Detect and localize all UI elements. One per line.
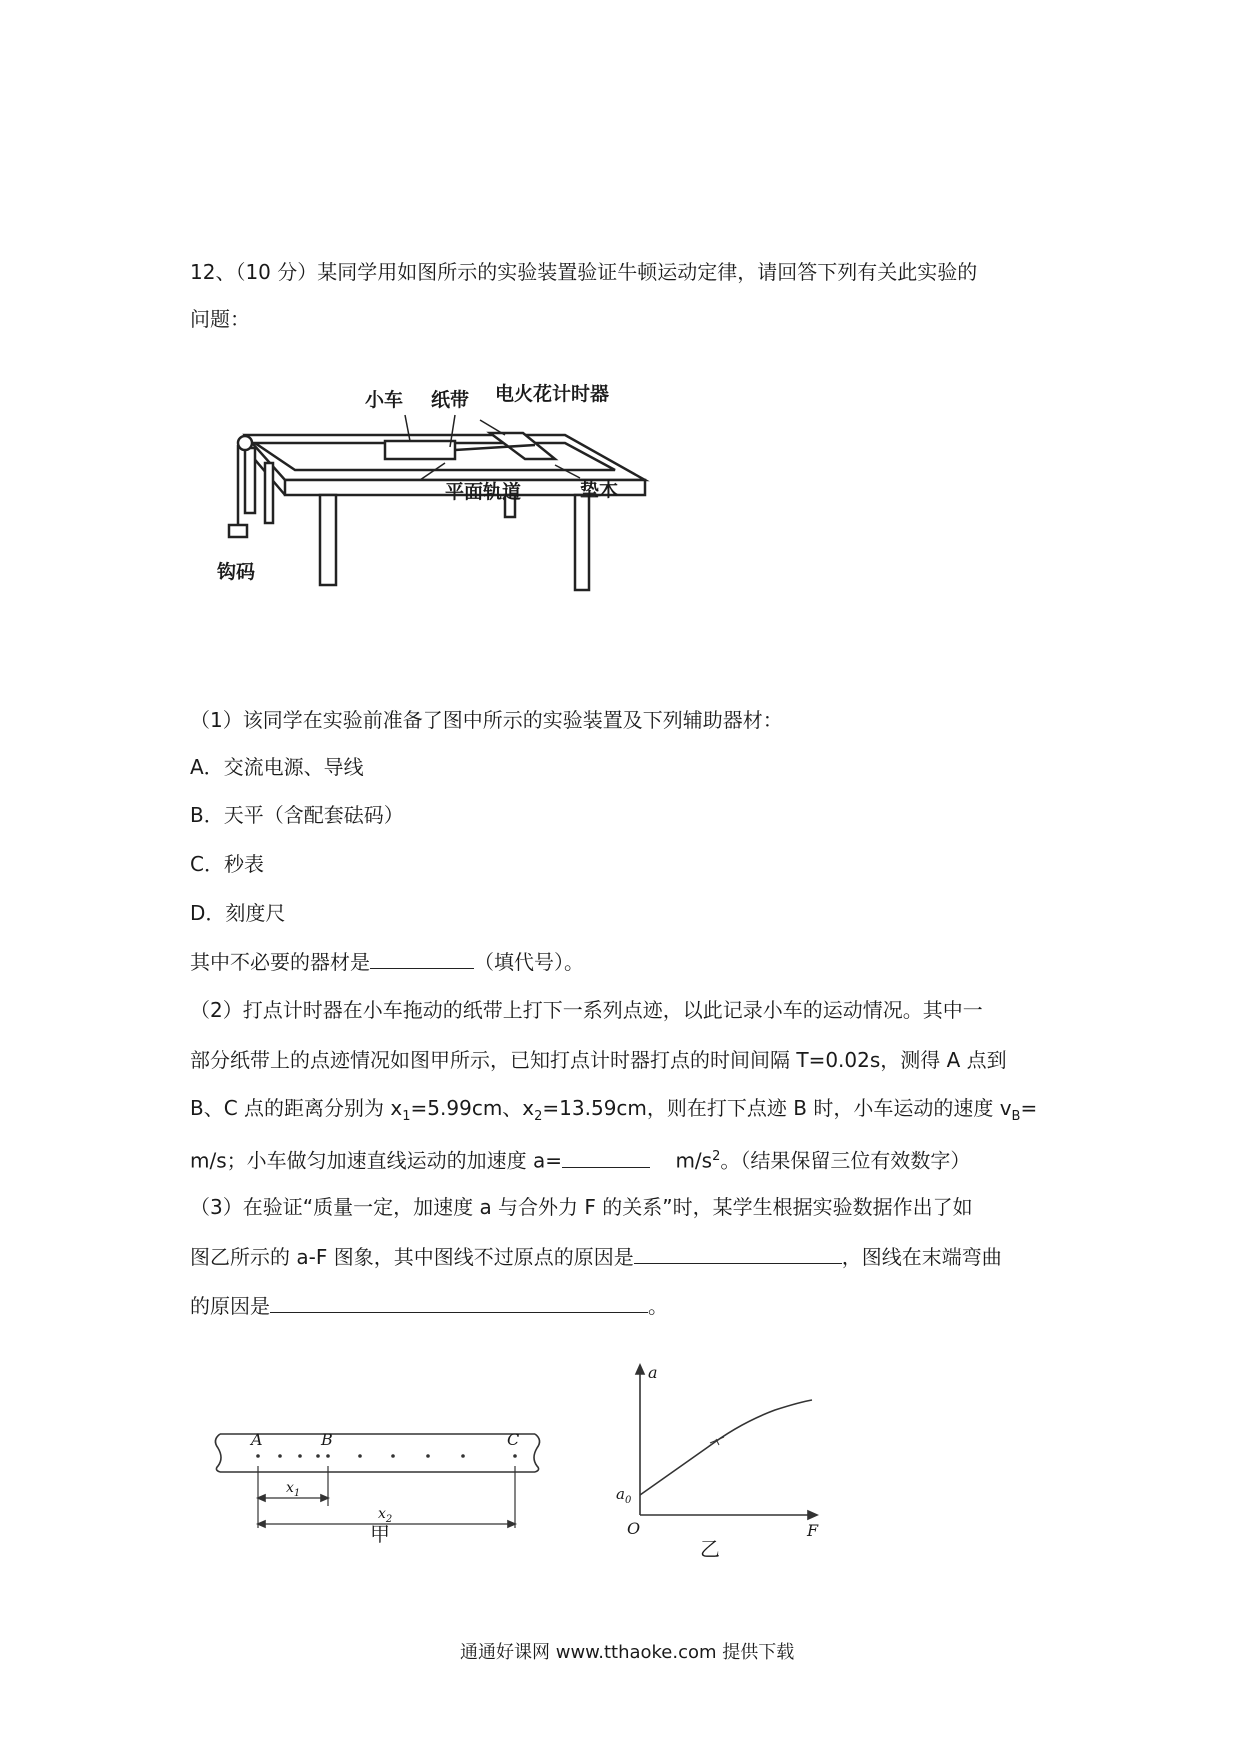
part2-line4-c: 。（结果保留三位有效数字） [720,1148,971,1173]
label-track: 平面轨道 [445,481,522,503]
part1-option-c: C．秒表 [190,852,264,876]
figure-yi [600,1355,840,1565]
unit-superscript: 2 [712,1149,721,1164]
part2-line3-a: B、C 点的距离分别为 x [190,1096,403,1120]
origin-label: O [627,1519,641,1538]
x1-label: $x_1$ [286,1480,301,1499]
part3-line3-b: 。 [648,1294,668,1318]
question-header-line2: 问题： [190,307,250,331]
answer-blank-origin-reason[interactable] [634,1243,842,1264]
x-axis-label: F [807,1521,819,1540]
point-a-label: A [251,1430,263,1449]
figure-jia [210,1418,550,1548]
part1-intro: （1）该同学在实验前准备了图中所示的实验装置及下列辅助器材： [190,708,783,732]
label-tape: 纸带 [431,389,470,411]
y-axis-label: a [648,1363,658,1382]
answer-blank-accel[interactable] [562,1147,650,1168]
part1-question [190,948,584,976]
part1-question-prefix: 其中不必要的器材是 [190,950,370,974]
vb-subscript: B [1011,1109,1021,1124]
answer-blank-1[interactable] [370,948,474,969]
label-block: 垫木 [580,479,619,501]
part3-line3 [190,1292,668,1320]
part1-option-a: A．交流电源、导线 [190,755,364,779]
part3-line1: （3）在验证“质量一定，加速度 a 与合外力 F 的关系”时，某学生根据实验数据作出了如 [190,1195,973,1219]
part3-line2-a: 图乙所示的 a-F 图象，其中图线不过原点的原因是 [190,1245,634,1269]
part2-line4-a: m/s；小车做匀加速直线运动的加速度 a= [190,1148,563,1173]
part3-line3-a: 的原因是 [190,1294,270,1318]
part2-line2: 部分纸带上的点迹情况如图甲所示，已知打点计时器打点的时间间隔 T=0.02s，测得 A 点到 [190,1048,1007,1072]
figure-jia-caption: 甲 [370,1522,390,1546]
part2-line3-b: =5.99cm、x [410,1096,535,1120]
question-header-line1: 12、（10 分）某同学用如图所示的实验装置验证牛顿运动定律，请回答下列有关此实验的 [190,260,978,284]
part2-line3 [190,1094,1037,1131]
x1-subscript: 1 [402,1109,411,1124]
part1-option-b: B．天平（含配套砝码） [190,803,404,827]
part2-line4-b: m/s [675,1148,713,1173]
label-car: 小车 [365,389,404,411]
part2-line1: （2）打点计时器在小车拖动的纸带上打下一系列点迹，以此记录小车的运动情况。其中一 [190,998,983,1022]
part1-option-d: D．刻度尺 [190,901,286,925]
x2-label: $x_2$ [378,1506,393,1525]
part3-line2-b: ，图线在末端弯曲 [841,1245,1002,1269]
answer-blank-bend-reason[interactable] [270,1292,648,1313]
point-b-label: B [321,1430,333,1449]
part2-line4 [190,1143,970,1175]
part2-line3-c: =13.59cm，则在打下点迹 B 时，小车运动的速度 v [542,1096,1012,1120]
part1-question-suffix: （填代号）。 [474,950,584,974]
point-c-label: C [507,1430,520,1449]
footer-text: 通通好课网 www.tthaoke.com 提供下载 [460,1642,795,1663]
label-timer: 电火花计时器 [495,383,610,405]
part2-line3-d: = [1020,1096,1038,1120]
figure-yi-caption: 乙 [700,1537,720,1561]
intercept-label: $a_0$ [616,1485,632,1506]
x2-subscript: 2 [534,1109,543,1124]
apparatus-figure [205,385,665,595]
label-weight: 钩码 [217,561,256,583]
part3-line2 [190,1243,1002,1271]
